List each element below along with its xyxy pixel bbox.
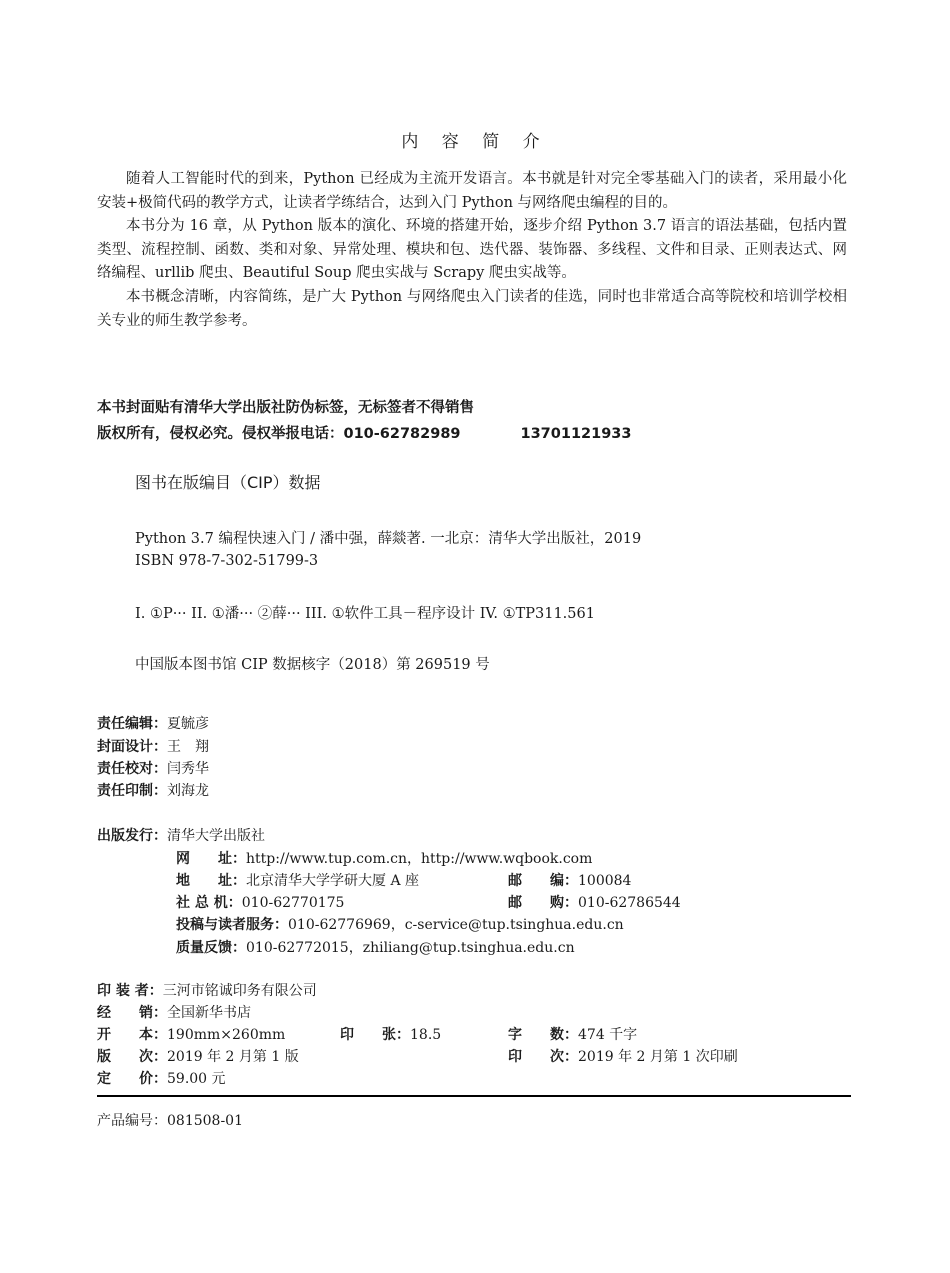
website-label: 网 址： [176,851,246,867]
distributor-row [97,1002,251,1022]
publisher-address-row [176,870,776,890]
size-value: 190mm×260mm [167,1027,286,1043]
copyright-notice [97,422,631,443]
staff-label: 责任校对： [97,761,167,777]
edition-label: 版 次： [97,1049,167,1065]
switchboard-value: 010-62770175 [241,895,345,911]
product-value: 081508-01 [167,1113,243,1129]
words-label: 字 数： [508,1027,578,1043]
switchboard-label: 社 总 机： [176,895,242,911]
price-label: 定 价： [97,1071,167,1087]
mail-order-value: 010-62786544 [578,895,681,911]
website-value: http://www.tup.com.cn，http://www.wqbook.com [246,851,593,867]
edition-value: 2019 年 2 月第 1 版 [167,1049,299,1065]
edition-row [97,1046,851,1066]
quality-feedback [176,937,575,957]
words-value: 474 千字 [578,1027,638,1043]
summary-paragraph-2: 本书分为 16 章，从 Python 版本的演化、环境的搭建开始，逐步介绍 Python 3.7 语言的语法基础，包括内置类型、流程控制、函数、类和对象、异常处理、模块和包、迭代器、装饰器、多线程、文件和目录、正则表达式、网络编程、urllib 爬虫、Beautiful Soup 爬虫实战与 Scrapy 爬虫实战等。 [97,218,847,281]
staff-editor [97,713,209,733]
staff-value: 夏毓彦 [167,716,209,732]
distributor-value: 全国新华书店 [167,1005,251,1021]
distributor-label: 经 销： [97,1005,167,1021]
sheets-value: 18.5 [410,1027,442,1043]
staff-cover-design [97,736,209,756]
printer-row [97,980,317,1000]
printer-label: 印 装 者： [97,983,163,999]
service-label: 投稿与读者服务： [176,917,288,933]
cip-heading: 图书在版编目（CIP）数据 [135,473,321,492]
staff-value: 闫秀华 [167,761,209,777]
publisher-website [176,848,592,868]
product-number [97,1110,243,1130]
summary-paragraph-1: 随着人工智能时代的到来，Python 已经成为主流开发语言。本书就是针对完全零基础入门的读者，采用最小化安装+极简代码的教学方式，让读者学练结合，达到入门 Python 与网络爬虫编程的目的。 [97,171,847,211]
anti-counterfeit-notice: 本书封面贴有清华大学出版社防伪标签，无标签者不得销售 [97,400,474,416]
printing-value: 2019 年 2 月第 1 次印刷 [578,1049,738,1065]
publisher-phone-row [176,892,776,912]
feedback-value: 010-62772015，zhiliang@tup.tsinghua.edu.cn [246,940,575,956]
publisher-line [97,825,265,845]
price-value: 59.00 元 [167,1071,226,1087]
size-label: 开 本： [97,1027,167,1043]
staff-value: 王 翔 [167,739,209,755]
mail-order-label: 邮 购： [508,895,578,911]
staff-printing [97,780,209,800]
feedback-label: 质量反馈： [176,940,246,956]
staff-proofreader [97,758,209,778]
cip-title-line: Python 3.7 编程快速入门 / 潘中强，薛燚著. 一北京：清华大学出版社，2019 [135,531,642,547]
format-row [97,1024,851,1044]
printing-label: 印 次： [508,1049,578,1065]
address-value: 北京清华大学学研大厦 A 座 [246,873,420,889]
service-value: 010-62776969，c-service@tup.tsinghua.edu.cn [288,917,624,933]
divider-rule [97,1095,851,1097]
section-title: 内 容 简 介 [401,132,549,152]
staff-label: 封面设计： [97,739,167,755]
staff-value: 刘海龙 [167,783,209,799]
zip-value: 100084 [578,873,632,889]
zip-label: 邮 编： [508,873,578,889]
cip-number: 中国版本图书馆 CIP 数据核字（2018）第 269519 号 [135,657,490,673]
cip-classification: I. ①P··· II. ①潘··· ②薛··· III. ①软件工具－程序设计 IV. ①TP311.561 [135,606,595,622]
copyright-text: 版权所有，侵权必究。侵权举报电话：010-62782989 [97,426,461,442]
price-row [97,1068,226,1088]
address-label: 地 址： [176,873,246,889]
printer-value: 三河市铭诚印务有限公司 [162,983,317,999]
reader-service [176,914,624,934]
product-label: 产品编号： [97,1113,167,1129]
publisher-label: 出版发行： [97,828,167,844]
staff-label: 责任编辑： [97,716,167,732]
cip-isbn: ISBN 978-7-302-51799-3 [135,553,319,569]
summary-paragraph-3: 本书概念清晰，内容简练，是广大 Python 与网络爬虫入门读者的佳选，同时也非常适合高等院校和培训学校相关专业的师生教学参考。 [97,289,847,329]
sheets-label: 印 张： [340,1027,410,1043]
report-phone-2: 13701121933 [520,426,632,442]
publisher-name: 清华大学出版社 [167,828,265,844]
staff-label: 责任印制： [97,783,167,799]
